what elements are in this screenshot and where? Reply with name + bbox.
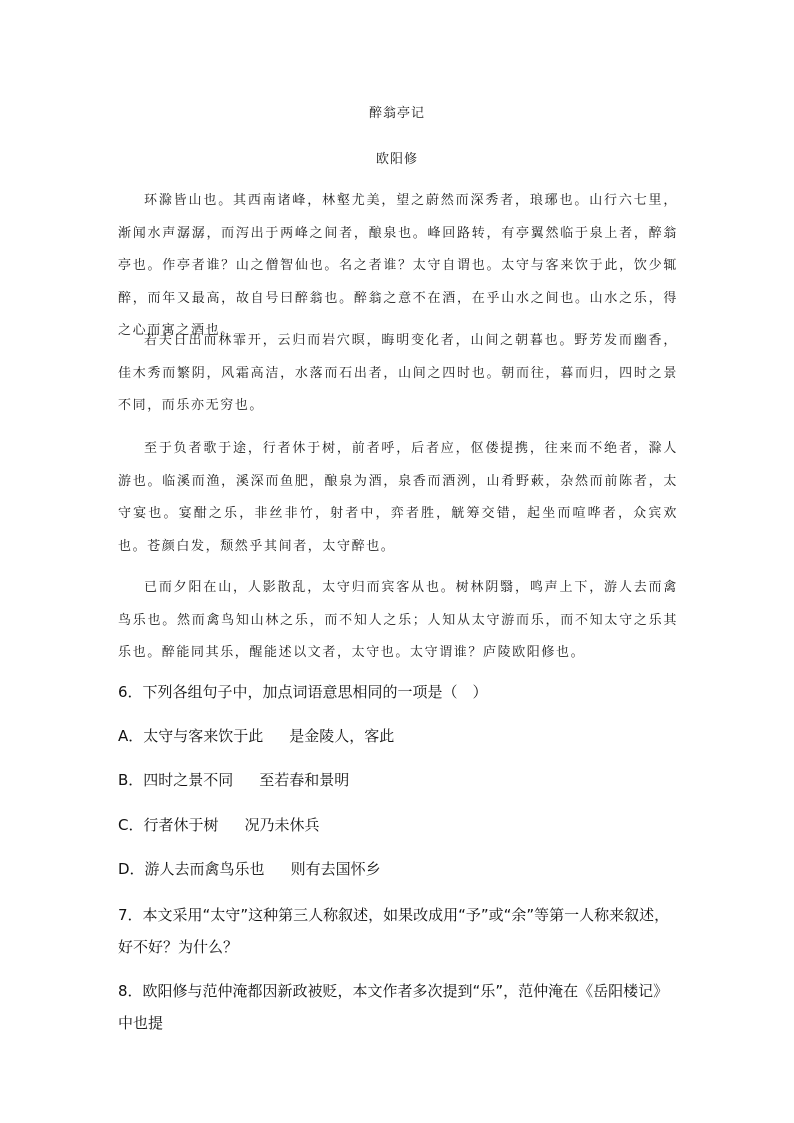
option-a-pair: 是金陵人，客此 xyxy=(289,727,395,745)
question-7: 7．本文采用“太守”这种第三人称叙述，如果改成用“予”或“余”等第一人称来叙述，好不好？为什么？ xyxy=(118,906,670,956)
essay-title: 醉翁亭记 xyxy=(368,106,425,121)
option-b-pair: 至若春和景明 xyxy=(259,771,350,789)
option-d xyxy=(118,854,678,884)
option-d-pair: 则有去国怀乡 xyxy=(290,860,381,878)
option-c-pair: 况乃未休兵 xyxy=(244,816,320,834)
paragraph-4: 已而夕阳在山，人影散乱，太守归而宾客从也。树林阴翳，鸣声上下，游人去而禽鸟乐也。然而禽鸟知山林之乐，而不知人之乐；人知从太守游而乐，而不知太守之乐其乐也。醉能同其乐，醒能述以文者，太守也。太守谓谁？庐陵欧阳修也。 xyxy=(118,580,678,660)
option-a-label: A．太守与客来饮于此 xyxy=(118,727,264,745)
question-6: 6．下列各组句子中，加点词语意思相同的一项是（ ） xyxy=(118,683,488,701)
paragraph-1: 环滁皆山也。其西南诸峰，林壑尤美，望之蔚然而深秀者，琅琊也。山行六七里，渐闻水声潺潺，而泻出于两峰之间者，酿泉也。峰回路转，有亭翼然临于泉上者，醉翁亭也。作亭者谁？山之僧智仙也。名之者谁？太守自谓也。太守与客来饮于此，饮少辄醉，而年又最高，故自号曰醉翁也。醉翁之意不在酒，在乎山水之间也。山水之乐，得之心而寓之酒也。 xyxy=(118,193,678,338)
paragraph-2: 若夫日出而林霏开，云归而岩穴暝，晦明变化者，山间之朝暮也。野芳发而幽香，佳木秀而繁阴，风霜高洁，水落而石出者，山间之四时也。朝而往，暮而归，四时之景不同，而乐亦无穷也。 xyxy=(118,333,678,413)
question-8: 8．欧阳修与范仲淹都因新政被贬，本文作者多次提到“乐”，范仲淹在《岳阳楼记》中也提 xyxy=(118,982,669,1032)
option-d-label: D．游人去而禽鸟乐也 xyxy=(118,860,265,878)
paragraph-3: 至于负者歌于途，行者休于树，前者呼，后者应，伛偻提携，往来而不绝者，滁人游也。临溪而渔，溪深而鱼肥，酿泉为酒，泉香而酒洌，山肴野蔌，杂然而前陈者，太守宴也。宴酣之乐，非丝非竹，射者中，弈者胜，觥筹交错，起坐而喧哗者，众宾欢也。苍颜白发，颓然乎其间者，太守醉也。 xyxy=(118,441,678,554)
option-c xyxy=(118,810,678,840)
option-a xyxy=(118,721,678,751)
option-b-label: B．四时之景不同 xyxy=(118,771,234,789)
essay-author: 欧阳修 xyxy=(375,152,418,167)
option-b xyxy=(118,765,678,795)
option-c-label: C．行者休于树 xyxy=(118,816,219,834)
